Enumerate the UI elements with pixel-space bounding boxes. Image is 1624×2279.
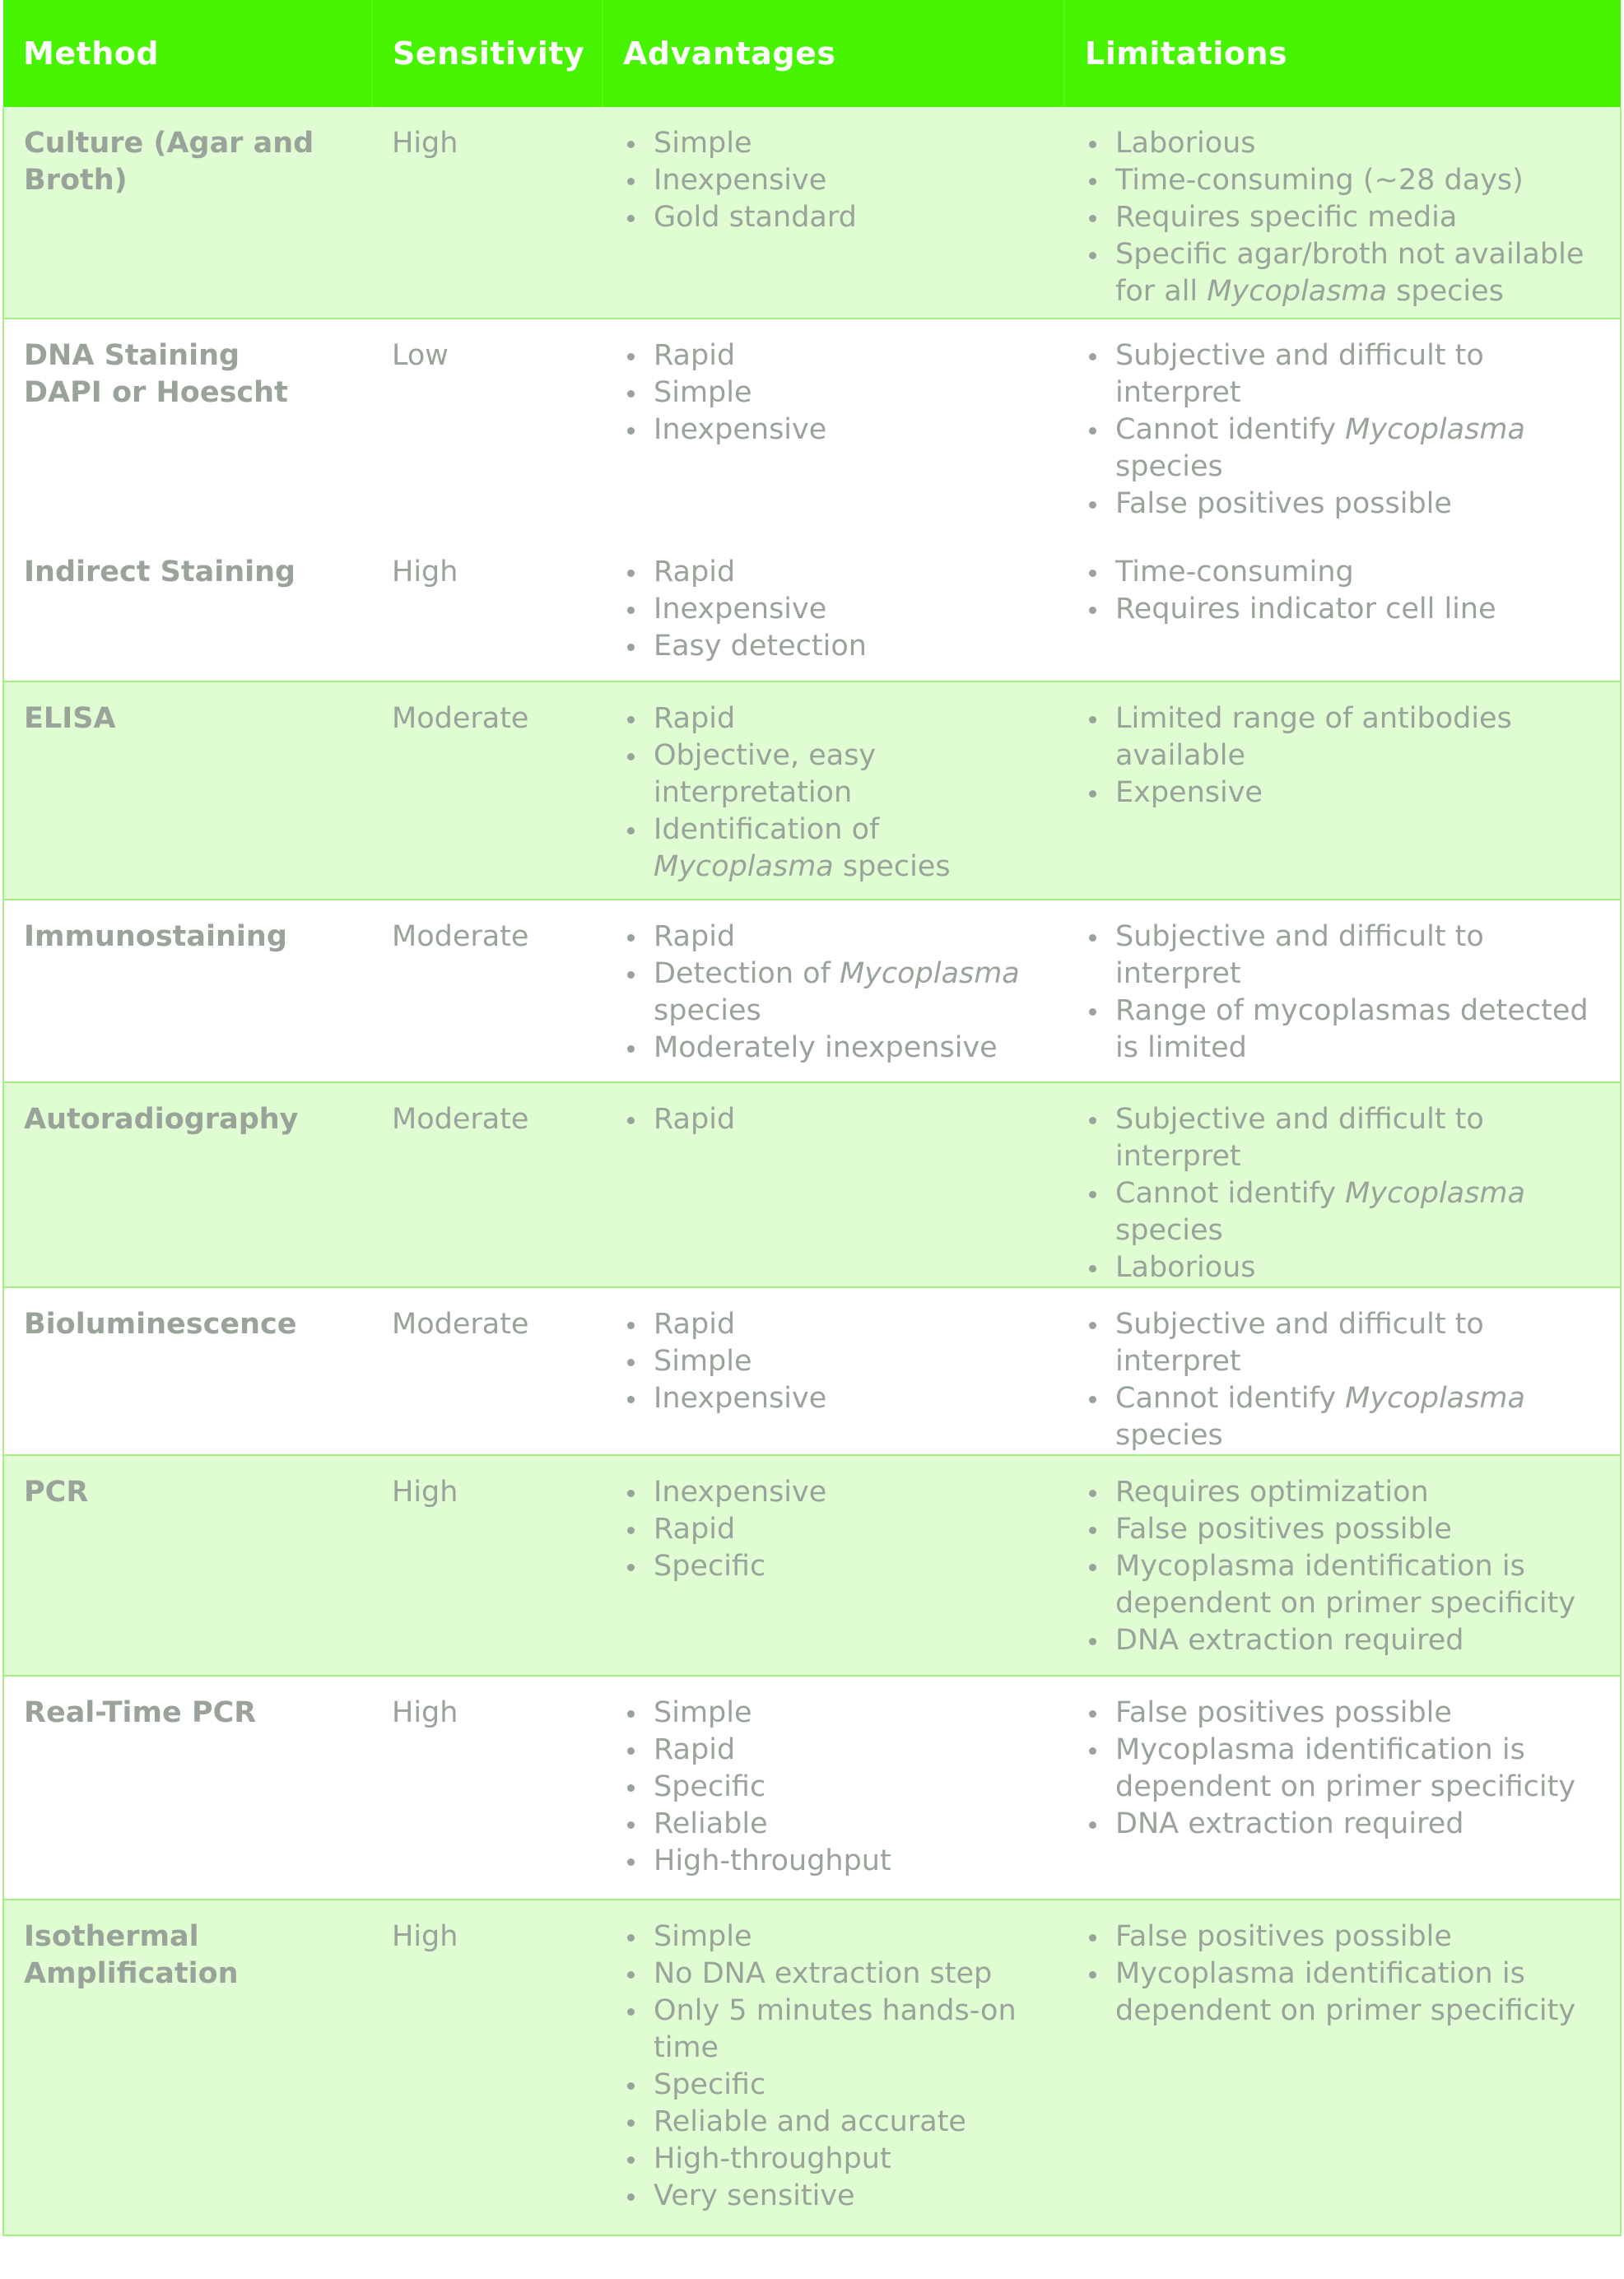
list-item	[1084, 412, 1612, 486]
method-name: DNA Staining	[24, 339, 240, 372]
method-cell	[3, 536, 372, 681]
list-item	[622, 374, 1056, 412]
list-text: Simple	[654, 127, 752, 160]
method-cell	[3, 900, 372, 1082]
advantages-cell	[603, 536, 1064, 681]
list-item	[1084, 1249, 1612, 1286]
list-item	[1084, 1380, 1612, 1454]
method-cell	[3, 1455, 372, 1676]
advantages-cell	[603, 107, 1064, 319]
list-item	[622, 1343, 1056, 1380]
list-text: Specific	[654, 1550, 766, 1583]
list-text: High-throughput	[654, 1844, 891, 1877]
list-item	[622, 1769, 1056, 1806]
list-text: species	[1115, 1419, 1223, 1452]
sensitivity-cell: Low	[372, 319, 603, 536]
advantages-list	[622, 554, 1056, 665]
list-item	[1084, 1306, 1612, 1380]
list-text: Reliable and accurate	[654, 2105, 966, 2138]
list-item	[1084, 554, 1612, 591]
limitations-cell	[1064, 1082, 1621, 1287]
list-item	[622, 700, 1056, 737]
list-item	[622, 125, 1056, 162]
limitations-list	[1084, 337, 1612, 523]
list-text: False positives possible	[1115, 487, 1452, 520]
list-item	[622, 337, 1056, 374]
list-text: Rapid	[654, 1513, 736, 1546]
list-item	[622, 737, 1056, 812]
limitations-cell	[1064, 681, 1621, 900]
method-name: Isothermal	[24, 1920, 199, 1953]
limitations-cell	[1064, 536, 1621, 681]
list-text: species	[833, 850, 951, 883]
list-text: No DNA extraction step	[654, 1957, 993, 1990]
list-item	[1084, 919, 1612, 993]
list-text: Simple	[654, 1920, 752, 1953]
list-text: Inexpensive	[654, 1382, 827, 1415]
limitations-list	[1084, 1919, 1612, 2030]
list-item	[622, 1101, 1056, 1138]
list-text: Subjective and difficult to interpret	[1115, 339, 1484, 409]
method-name: Indirect Staining	[24, 556, 296, 588]
advantages-list	[622, 337, 1056, 449]
italic-term: Mycoplasma	[1207, 275, 1388, 308]
sensitivity-cell: Moderate	[372, 1287, 603, 1455]
sensitivity-cell: High	[372, 1900, 603, 2235]
list-item	[622, 2141, 1056, 2178]
list-item	[1084, 236, 1612, 310]
limitations-cell	[1064, 1900, 1621, 2235]
list-text: Cannot identify	[1115, 413, 1346, 446]
list-text: Rapid	[654, 1308, 736, 1341]
list-text: Requires optimization	[1115, 1476, 1429, 1509]
list-item	[1084, 591, 1612, 628]
table-row	[3, 1082, 1621, 1287]
list-item	[1084, 337, 1612, 412]
method-cell	[3, 1676, 372, 1900]
method-name: ELISA	[24, 702, 116, 735]
table-body	[3, 107, 1621, 2235]
italic-term: Mycoplasma	[1345, 1177, 1525, 1210]
header-method: Method	[3, 0, 372, 107]
list-item	[622, 1993, 1056, 2067]
list-text: Mycoplasma identification is dependent on primer specificity	[1115, 1550, 1576, 1620]
list-item	[1084, 1175, 1612, 1249]
list-item	[1084, 1919, 1612, 1956]
method-name: Culture (Agar and	[24, 127, 314, 160]
list-text: Specific	[654, 1770, 766, 1803]
header-row	[3, 0, 1621, 107]
list-text: Only 5 minutes hands-on time	[654, 1994, 1017, 2064]
list-text: species	[1387, 275, 1504, 308]
list-text: Limited range of antibodies available	[1115, 702, 1512, 772]
list-item	[622, 1474, 1056, 1511]
list-item	[1084, 1956, 1612, 2030]
list-item	[622, 554, 1056, 591]
limitations-list	[1084, 700, 1612, 812]
limitations-list	[1084, 1306, 1612, 1454]
table-row	[3, 1676, 1621, 1900]
list-text: Mycoplasma identification is dependent on primer specificity	[1115, 1733, 1576, 1803]
list-text: Subjective and difficult to interpret	[1115, 1308, 1484, 1378]
list-text: Simple	[654, 376, 752, 409]
italic-term: Mycoplasma	[654, 850, 834, 883]
header-advantages: Advantages	[603, 0, 1064, 107]
advantages-list	[622, 1919, 1056, 2215]
list-text: Inexpensive	[654, 593, 827, 626]
list-text: Inexpensive	[654, 1476, 827, 1509]
list-text: Rapid	[654, 1103, 736, 1136]
list-item	[1084, 1474, 1612, 1511]
list-text: Objective, easy interpretation	[654, 739, 877, 809]
italic-term: Mycoplasma	[1345, 413, 1525, 446]
method-cell	[3, 107, 372, 319]
table-row	[3, 900, 1621, 1082]
list-item	[622, 1695, 1056, 1732]
advantages-cell	[603, 900, 1064, 1082]
list-text: Detection of	[654, 957, 840, 990]
list-text: Rapid	[654, 556, 736, 588]
method-cell	[3, 1900, 372, 2235]
list-item	[1084, 1548, 1612, 1622]
list-text: Mycoplasma identification is dependent on primer specificity	[1115, 1957, 1576, 2027]
advantages-cell	[603, 319, 1064, 536]
advantages-list	[622, 1695, 1056, 1880]
advantages-cell	[603, 1287, 1064, 1455]
limitations-list	[1084, 125, 1612, 310]
limitations-cell	[1064, 1455, 1621, 1676]
list-text: High-throughput	[654, 2142, 891, 2175]
list-item	[1084, 162, 1612, 199]
advantages-list	[622, 919, 1056, 1067]
sensitivity-cell: Moderate	[372, 900, 603, 1082]
method-cell	[3, 1082, 372, 1287]
list-item	[622, 1732, 1056, 1769]
list-text: species	[654, 994, 761, 1027]
advantages-cell	[603, 1082, 1064, 1287]
list-text: Rapid	[654, 920, 736, 953]
limitations-cell	[1064, 900, 1621, 1082]
advantages-list	[622, 1306, 1056, 1417]
list-text: Reliable	[654, 1807, 768, 1840]
advantages-list	[622, 700, 1056, 886]
advantages-list	[622, 1101, 1056, 1138]
list-item	[1084, 486, 1612, 523]
method-cell	[3, 1287, 372, 1455]
limitations-list	[1084, 1474, 1612, 1659]
header-sensitivity: Sensitivity	[372, 0, 603, 107]
table-row	[3, 319, 1621, 536]
mycoplasma-detection-table	[2, 0, 1622, 2236]
list-item	[622, 1919, 1056, 1956]
sensitivity-cell: High	[372, 536, 603, 681]
limitations-cell	[1064, 1676, 1621, 1900]
list-text: False positives possible	[1115, 1920, 1452, 1953]
limitations-cell	[1064, 319, 1621, 536]
list-item	[1084, 1101, 1612, 1175]
list-text: Requires indicator cell line	[1115, 593, 1496, 626]
list-text: Rapid	[654, 1733, 736, 1766]
list-item	[622, 1843, 1056, 1880]
list-text: Cannot identify	[1115, 1382, 1346, 1415]
list-text: Range of mycoplasmas detected is limited	[1115, 994, 1589, 1064]
list-item	[1084, 1732, 1612, 1806]
list-text: DNA extraction required	[1115, 1807, 1464, 1840]
list-text: Gold standard	[654, 201, 857, 234]
limitations-list	[1084, 1101, 1612, 1286]
list-item	[622, 1511, 1056, 1548]
list-text: Requires specific media	[1115, 201, 1458, 234]
list-item	[622, 199, 1056, 236]
header-limitations: Limitations	[1064, 0, 1621, 107]
list-text: False positives possible	[1115, 1696, 1452, 1729]
list-text: Cannot identify	[1115, 1177, 1346, 1210]
list-item	[622, 1806, 1056, 1843]
advantages-list	[622, 1474, 1056, 1585]
list-text: Specific agar/broth not available for all	[1115, 238, 1584, 308]
list-text: Simple	[654, 1345, 752, 1378]
list-text: Easy detection	[654, 630, 867, 663]
list-text: Inexpensive	[654, 164, 827, 197]
table-row	[3, 681, 1621, 900]
list-text: species	[1115, 1214, 1223, 1247]
advantages-cell	[603, 681, 1064, 900]
list-text: Time-consuming (~28 days)	[1115, 164, 1524, 197]
list-item	[622, 2178, 1056, 2215]
italic-term: Mycoplasma	[840, 957, 1020, 990]
list-text: Time-consuming	[1115, 556, 1354, 588]
list-item	[622, 1956, 1056, 1993]
list-item	[622, 412, 1056, 449]
method-name: Broth)	[24, 164, 128, 197]
list-item	[622, 812, 1056, 886]
list-text: Rapid	[654, 339, 736, 372]
list-item	[1084, 700, 1612, 774]
table-row	[3, 107, 1621, 319]
limitations-list	[1084, 919, 1612, 1067]
list-text: Very sensitive	[654, 2179, 855, 2212]
method-name: DAPI or Hoescht	[24, 376, 288, 409]
method-cell	[3, 319, 372, 536]
sensitivity-cell: Moderate	[372, 681, 603, 900]
list-text: DNA extraction required	[1115, 1624, 1464, 1657]
method-name: PCR	[24, 1476, 89, 1509]
sensitivity-cell: High	[372, 107, 603, 319]
list-item	[622, 1548, 1056, 1585]
method-name: Real-Time PCR	[24, 1696, 257, 1729]
list-item	[622, 162, 1056, 199]
table-row	[3, 536, 1621, 681]
italic-term: Mycoplasma	[1345, 1382, 1525, 1415]
list-text: Identification of	[654, 813, 880, 846]
list-item	[622, 956, 1056, 1030]
list-text: Subjective and difficult to interpret	[1115, 920, 1484, 990]
list-item	[1084, 1806, 1612, 1843]
list-text: Subjective and difficult to interpret	[1115, 1103, 1484, 1173]
table-row	[3, 1900, 1621, 2235]
list-text: Specific	[654, 2068, 766, 2101]
method-name: Bioluminescence	[24, 1308, 297, 1341]
list-item	[1084, 1695, 1612, 1732]
sensitivity-cell: High	[372, 1676, 603, 1900]
limitations-list	[1084, 1695, 1612, 1843]
list-item	[622, 1380, 1056, 1417]
list-text: Rapid	[654, 702, 736, 735]
list-item	[622, 1030, 1056, 1067]
advantages-cell	[603, 1900, 1064, 2235]
list-item	[1084, 993, 1612, 1067]
limitations-list	[1084, 554, 1612, 628]
list-item	[622, 919, 1056, 956]
method-name: Autoradiography	[24, 1103, 299, 1136]
advantages-list	[622, 125, 1056, 236]
method-name: Amplification	[24, 1957, 239, 1990]
list-item	[622, 2104, 1056, 2141]
sensitivity-cell: Moderate	[372, 1082, 603, 1287]
table-row	[3, 1287, 1621, 1455]
method-name: Immunostaining	[24, 920, 287, 953]
list-item	[1084, 1622, 1612, 1659]
list-item	[622, 591, 1056, 628]
list-text: Laborious	[1115, 1251, 1256, 1284]
list-item	[1084, 774, 1612, 812]
list-text: Expensive	[1115, 776, 1263, 809]
list-text: Moderately inexpensive	[654, 1031, 998, 1064]
method-cell	[3, 681, 372, 900]
list-text: species	[1115, 450, 1223, 483]
list-item	[1084, 125, 1612, 162]
list-text: False positives possible	[1115, 1513, 1452, 1546]
table-row	[3, 1455, 1621, 1676]
list-item	[622, 1306, 1056, 1343]
list-text: Inexpensive	[654, 413, 827, 446]
list-text: Laborious	[1115, 127, 1256, 160]
advantages-cell	[603, 1676, 1064, 1900]
limitations-cell	[1064, 1287, 1621, 1455]
limitations-cell	[1064, 107, 1621, 319]
list-item	[1084, 199, 1612, 236]
sensitivity-cell: High	[372, 1455, 603, 1676]
list-item	[1084, 1511, 1612, 1548]
list-item	[622, 2067, 1056, 2104]
advantages-cell	[603, 1455, 1064, 1676]
list-item	[622, 628, 1056, 665]
table-header	[3, 0, 1621, 107]
list-text: Simple	[654, 1696, 752, 1729]
